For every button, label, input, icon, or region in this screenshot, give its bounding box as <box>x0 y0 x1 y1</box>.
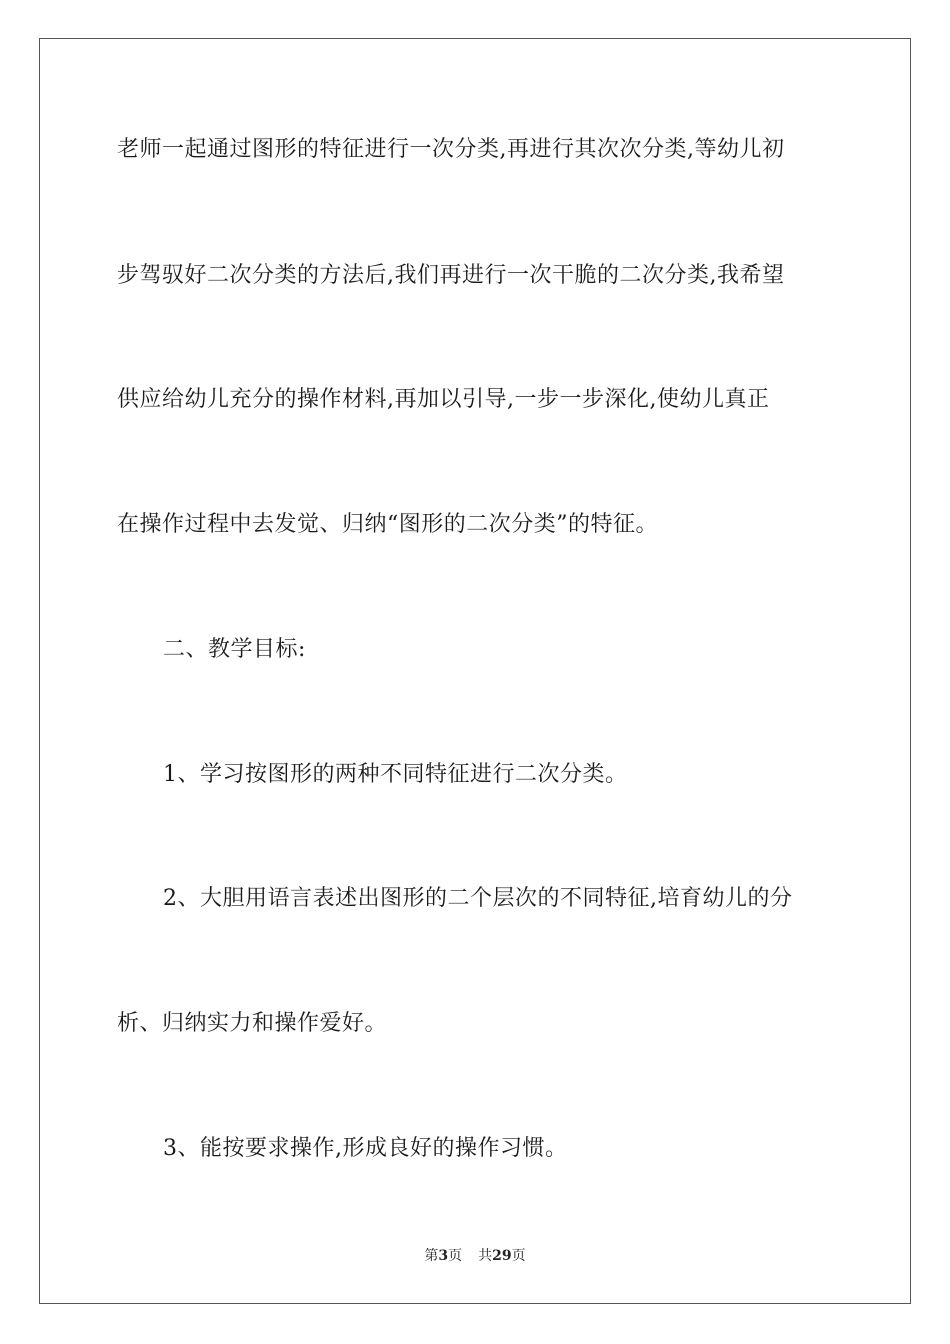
goal-item-3: 3、能按要求操作,形成良好的操作习惯。 <box>163 1136 568 1161</box>
paragraph-line-1: 老师一起通过图形的特征进行一次分类,再进行其次次分类,等幼儿初 <box>117 137 785 162</box>
total-pages: 29 <box>492 1248 512 1264</box>
paragraph-line-3: 供应给幼儿充分的操作材料,再加以引导,一步一步深化,使幼儿真正 <box>117 387 770 412</box>
goal-item-2: 2、大胆用语言表述出图形的二个层次的不同特征,培育幼儿的分 <box>163 886 793 911</box>
goal-item-1: 1、学习按图形的两种不同特征进行二次分类。 <box>163 762 628 787</box>
paragraph-line-2: 步驾驭好二次分类的方法后,我们再进行一次干脆的二次分类,我希望 <box>117 263 785 288</box>
page-number: 3 <box>438 1248 449 1264</box>
total-prefix: 共 <box>478 1248 493 1264</box>
paragraph-line-4: 在操作过程中去发觉、归纳“图形的二次分类”的特征。 <box>117 512 658 537</box>
goal-item-2-continued: 析、归纳实力和操作爱好。 <box>117 1011 388 1036</box>
section-heading-teaching-goals: 二、教学目标: <box>163 637 306 662</box>
page-prefix: 第 <box>424 1248 439 1264</box>
total-suffix: 页 <box>511 1248 526 1264</box>
page-footer <box>0 1247 950 1265</box>
page-border <box>39 38 911 1304</box>
page-suffix: 页 <box>448 1248 463 1264</box>
